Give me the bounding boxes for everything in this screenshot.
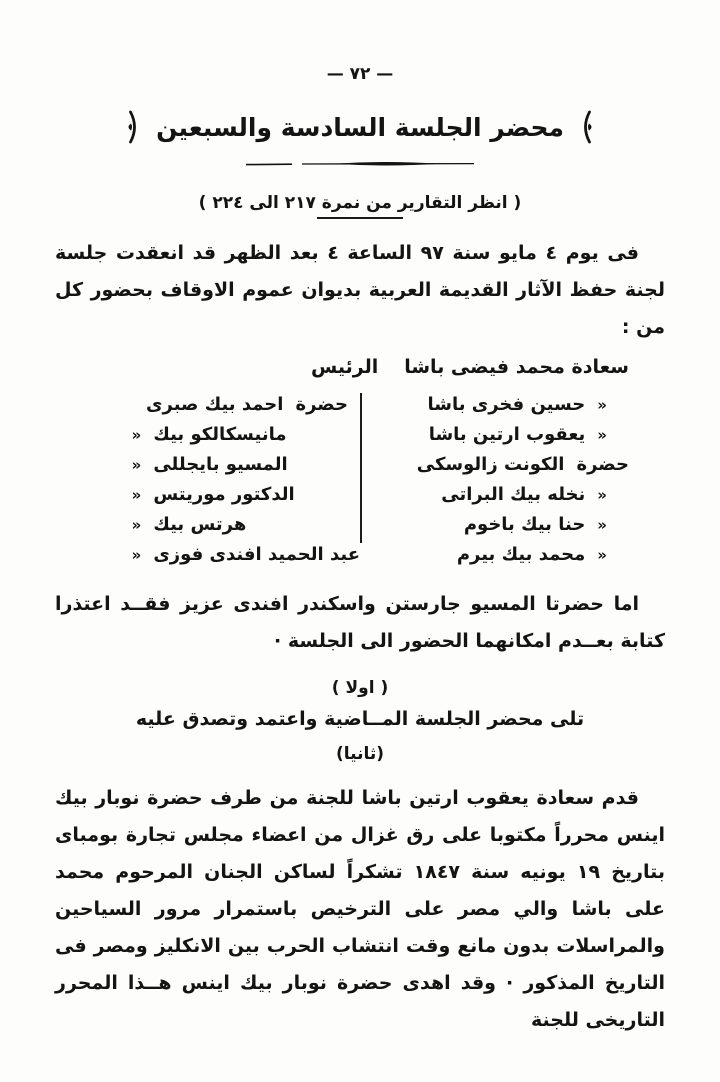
section-two-heading: (ثانيا): [335, 744, 384, 764]
attendee-row: [360, 390, 665, 420]
title-ornament-right-icon: [578, 110, 594, 144]
attendee-row: [34, 480, 360, 510]
session-title: محضر الجلسة السادسة والسبعين: [156, 112, 564, 142]
attendee-row: [34, 390, 360, 420]
president-role: الرئيس: [311, 356, 379, 378]
ditto-mark: «: [597, 516, 607, 534]
attendees-table: [55, 390, 665, 570]
section-one-heading: ( اولا ): [331, 678, 389, 698]
attendees-column-right: [360, 390, 665, 570]
attendee-row: [34, 540, 360, 570]
column-divider: [360, 393, 362, 543]
attendee-row: [360, 510, 665, 540]
attendee-name: نخله بيك البراتى: [441, 484, 586, 505]
attendee-honorific: حضرة: [576, 454, 629, 475]
attendees-column-left: [34, 390, 360, 570]
section-one-text: تلى محضر الجلسة المــاضية واعتمد وتصدق عليه: [135, 708, 585, 730]
ditto-mark: «: [131, 456, 142, 474]
session-title-row: [55, 110, 665, 144]
attendee-name: عبد الحميد افندى فوزى: [153, 544, 360, 565]
attendee-honorific: حضرة: [295, 394, 348, 415]
attendee-row: [360, 450, 665, 480]
attendee-row: [34, 420, 360, 450]
president-name: سعادة محمد فيضى باشا: [404, 356, 629, 378]
reference-underline: [317, 217, 403, 219]
attendee-row: [34, 450, 360, 480]
attendee-name: محمد بيك بيرم: [456, 544, 586, 565]
reports-reference: ( انظر التقارير من نمرة ٢١٧ الى ٢٢٤ ): [198, 193, 522, 213]
attendee-name: الدكتور موريتس: [153, 484, 295, 505]
ditto-mark: «: [131, 486, 142, 504]
swelled-rule-icon: [244, 159, 476, 169]
ditto-mark: «: [131, 546, 142, 564]
president-row: [55, 352, 665, 382]
attendee-name: مانيسكالكو بيك: [153, 424, 287, 445]
apologies-paragraph: اما حضرتا المسيو جارستن واسكندر افندى عزيز فقــد اعتذرا كتابة بعــدم امكانهما الحضور الى الجلسة ·: [55, 593, 665, 652]
ditto-mark: «: [597, 546, 607, 564]
ditto-mark: «: [131, 426, 142, 444]
title-ornament-left-icon: [126, 110, 142, 144]
attendee-name: يعقوب ارتين باشا: [428, 424, 586, 445]
ditto-mark: «: [131, 516, 142, 534]
attendee-name: حسين فخرى باشا: [427, 394, 586, 415]
attendee-name: احمد بيك صبرى: [146, 394, 284, 415]
page-number: — ٧٢ —: [326, 64, 394, 84]
intro-paragraph: فى يوم ٤ مايو سنة ٩٧ الساعة ٤ بعد الظهر قد انعقدت جلسة لجنة حفظ الآثار القديمة العربية بديوان عموم الاوقاف بحضور كل من :: [55, 242, 665, 338]
section-two-paragraph: قدم سعادة يعقوب ارتين باشا للجنة من طرف حضرة نوبار بيك اينس محرراً مكتوبا على رق غزال من اعضاء مجلس تجارة بومباى بتاريخ ١٩ يونيه سنة ١٨٤٧ تشكراً لساكن الجنان المرحوم محمد على باشا والي مصر على الترخيص باستمرار مرور السياحين والمراسلات بدون مانع وقت انتشاب الحرب بين الانكليز ومصر فى التاريخ المذكور · وقد اهدى حضرة نوبار بيك اينس هــذا المحرر التاريخى للجنة: [55, 787, 666, 1031]
attendee-row: [360, 480, 665, 510]
attendee-row: [360, 420, 665, 450]
attendee-name: الكونت زالوسكى: [416, 454, 565, 475]
attendee-name: هرتس بيك: [153, 514, 247, 535]
ditto-mark: «: [597, 396, 607, 414]
attendee-name: المسيو بايجللى: [153, 454, 288, 475]
attendee-name: حنا بيك باخوم: [463, 514, 586, 535]
ditto-mark: «: [597, 486, 607, 504]
attendee-row: [34, 510, 360, 540]
attendee-row: [360, 540, 665, 570]
ditto-mark: «: [597, 426, 607, 444]
decorative-rule: [55, 154, 665, 173]
